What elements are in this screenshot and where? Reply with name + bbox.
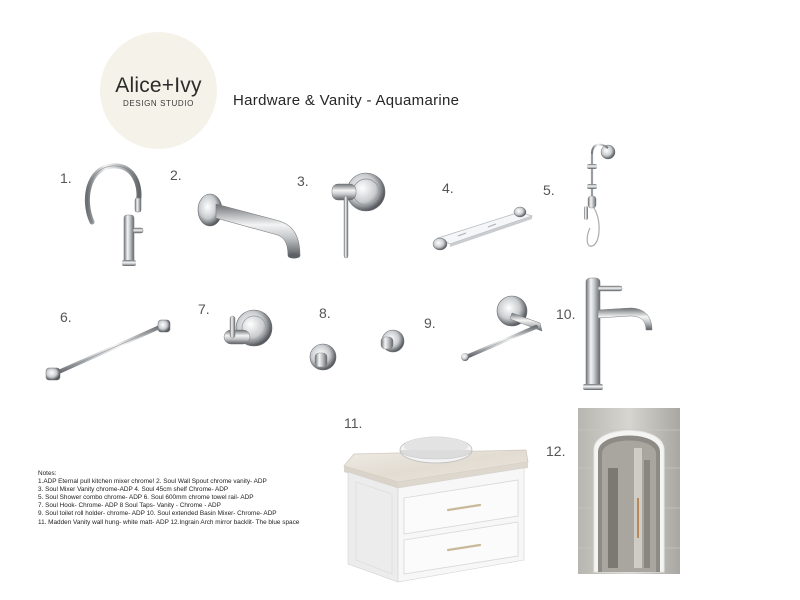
item-number-1: 1. <box>60 170 72 186</box>
wall-spout-icon <box>196 190 306 265</box>
shower-combo-icon <box>580 140 616 256</box>
logo-subtitle: DESIGN STUDIO <box>123 99 194 108</box>
notes-line: 3. Soul Mixer Vanity chrome-ADP 4. Soul 45cm shelf Chrome- ADP <box>38 486 229 494</box>
toilet-roll-holder-icon <box>456 293 548 365</box>
page-title: Hardware & Vanity - Aquamarine <box>233 92 460 109</box>
item-number-5: 5. <box>543 182 555 198</box>
item-number-11: 11. <box>344 415 363 431</box>
item-number-4: 4. <box>442 180 454 196</box>
shelf-icon <box>428 200 536 260</box>
notes <box>38 470 358 527</box>
towel-rail-icon <box>40 312 176 384</box>
item-number-3: 3. <box>297 173 309 189</box>
basin-mixer-icon <box>578 276 658 392</box>
item-number-9: 9. <box>424 315 436 331</box>
taps-icon <box>305 325 409 375</box>
mixer-vanity-icon <box>330 170 390 262</box>
item-number-6: 6. <box>60 309 72 325</box>
vanity-icon <box>342 432 530 584</box>
hook-icon <box>216 306 276 358</box>
notes-line: 7. Soul Hook- Chrome- ADP 8 Soul Taps- Vanity - Chrome - ADP <box>38 502 221 510</box>
notes-line: 5. Soul Shower combo chrome- ADP 6. Soul 600mm chrome towel rail- ADP <box>38 494 254 502</box>
kitchen-mixer-icon <box>78 160 148 270</box>
item-number-7: 7. <box>198 301 210 317</box>
logo-name: Alice+Ivy <box>115 74 202 97</box>
logo <box>100 32 217 149</box>
notes-line: 9. Soul toilet roll holder- chrome- ADP 10. Soul extended Basin Mixer- Chrome- ADP <box>38 510 277 518</box>
item-number-10: 10. <box>556 306 576 322</box>
item-number-8: 8. <box>319 305 331 321</box>
notes-heading: Notes: <box>38 470 57 477</box>
item-number-12: 12. <box>546 443 566 459</box>
notes-line: 11. Madden Vanity wall hung- white matt- ADP 12.Ingrain Arch mirror backlit- The blue space <box>38 518 300 526</box>
item-number-2: 2. <box>170 167 182 183</box>
notes-line: 1.ADP Eternal pull kitchen mixer chrome! 2. Soul Wall Spout chrome vanity- ADP <box>38 478 267 486</box>
arch-mirror-icon <box>578 408 680 574</box>
